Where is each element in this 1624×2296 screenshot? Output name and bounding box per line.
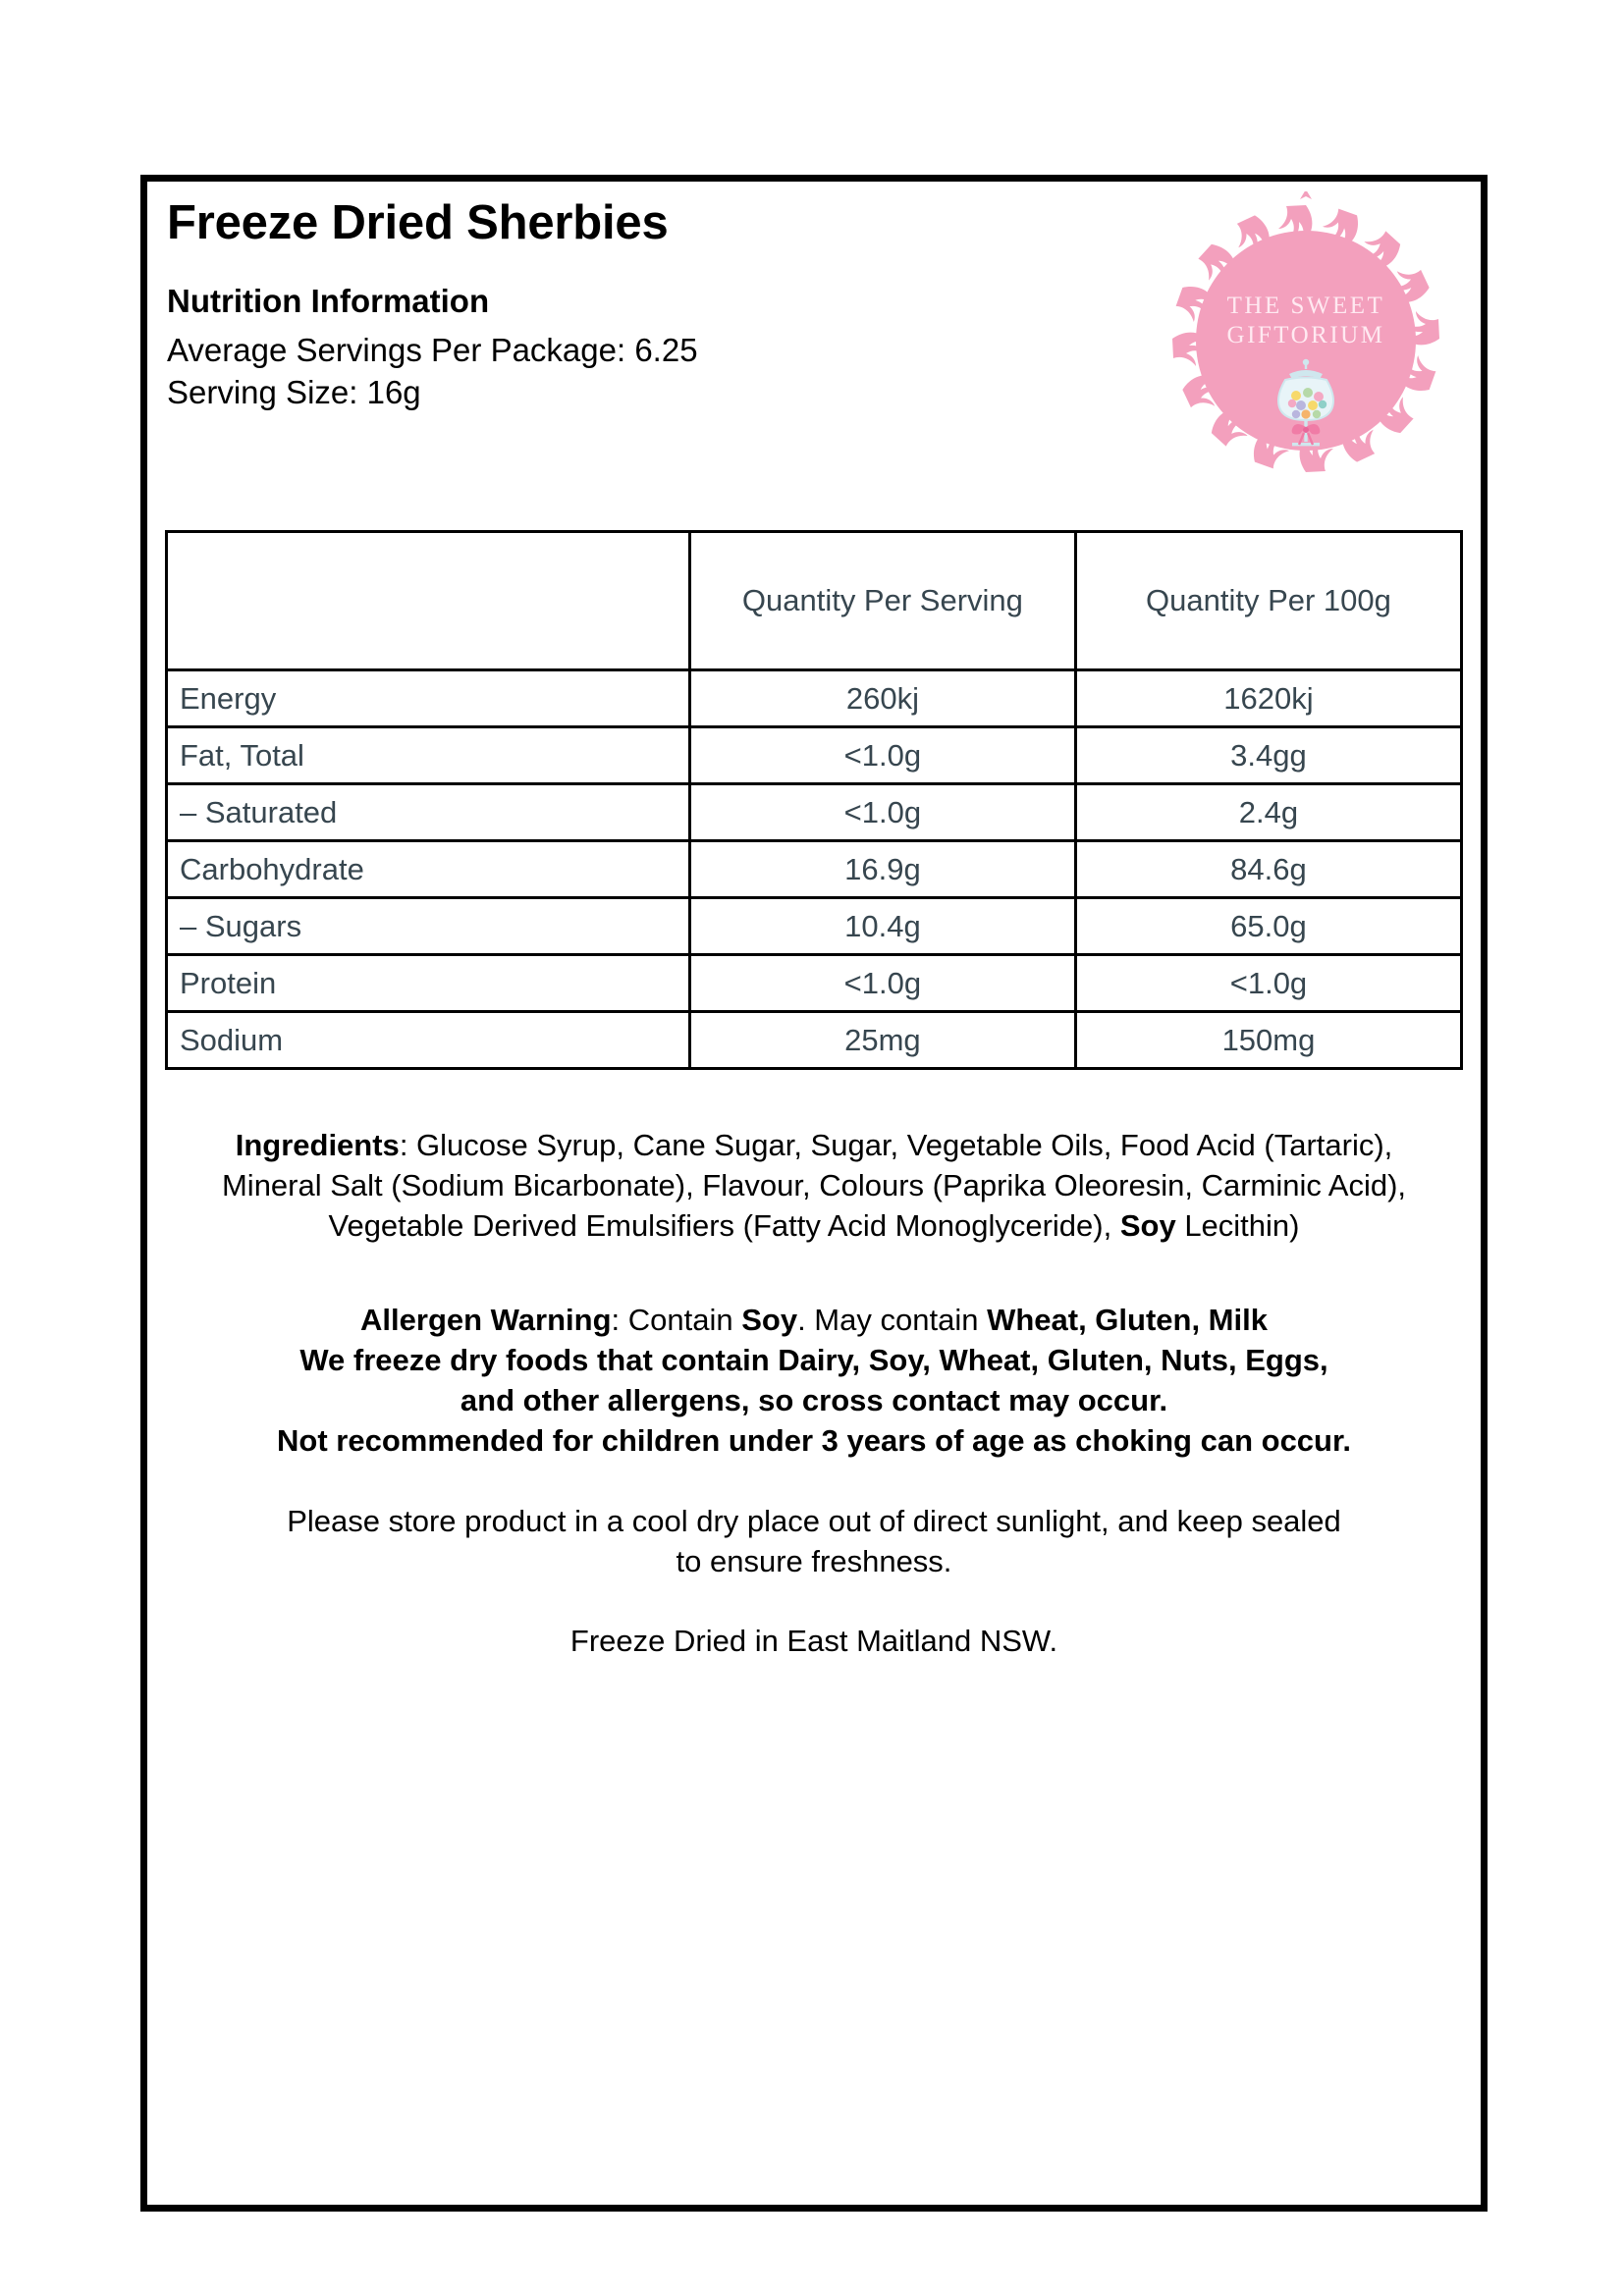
row-per-100g: 1620kj: [1075, 670, 1461, 727]
allergen-contains-soy: Soy: [741, 1302, 798, 1337]
logo-line-2: GIFTORIUM: [1226, 322, 1385, 348]
table-row: [167, 1012, 1462, 1069]
nutrition-label-card: [140, 175, 1488, 2212]
spacer: [190, 1247, 1437, 1300]
page-title: Freeze Dried Sherbies: [167, 196, 669, 249]
origin-statement: Freeze Dried in East Maitland NSW.: [569, 1623, 1058, 1658]
allergen-may-contain-list: Wheat, Gluten, Milk: [987, 1302, 1268, 1337]
row-label: Fat, Total: [167, 727, 690, 784]
table-row: [167, 841, 1462, 898]
table-header-blank: [167, 532, 690, 670]
row-per-serving: 260kj: [689, 670, 1075, 727]
cross-contact-line-2: and other allergens, so cross contact may occur.: [460, 1383, 1168, 1418]
row-label: Energy: [167, 670, 690, 727]
choking-warning: Not recommended for children under 3 years of age as choking can occur.: [277, 1423, 1351, 1459]
storage-line-2: to ensure freshness.: [676, 1543, 952, 1578]
row-per-serving: <1.0g: [689, 784, 1075, 841]
row-per-serving: 25mg: [689, 1012, 1075, 1069]
cross-contact-line-1: We freeze dry foods that contain Dairy, Soy, Wheat, Gluten, Nuts, Eggs,: [299, 1342, 1328, 1377]
row-label: Carbohydrate: [167, 841, 690, 898]
allergen-warning-paragraph: [190, 1300, 1437, 1340]
logo-line-1: THE SWEET: [1226, 293, 1385, 319]
allergen-may-contain-prefix: . May contain: [797, 1302, 988, 1337]
ingredients-body: : Glucose Syrup, Cane Sugar, Sugar, Vegetable Oils, Food Acid (Tartaric), Mineral Salt (Sodium Bicarbonate), Flavour, Colours (Paprika Oleoresin, Carminic Acid), Vegetable Derived Emulsifiers (Fatty Acid Monoglyceride),: [221, 1128, 1407, 1244]
label-header: [147, 182, 1481, 530]
row-per-100g: 150mg: [1075, 1012, 1461, 1069]
row-per-100g: 65.0g: [1075, 898, 1461, 955]
ingredients-paragraph: [190, 1125, 1437, 1247]
brand-logo: [1159, 191, 1453, 486]
ingredients-soy: Soy: [1119, 1208, 1176, 1244]
row-label: Protein: [167, 955, 690, 1012]
spacer: [190, 1462, 1437, 1501]
label-body: [147, 1070, 1481, 1661]
table-header-per-serving: Quantity Per Serving: [689, 532, 1075, 670]
table-row: [167, 727, 1462, 784]
row-per-100g: 2.4g: [1075, 784, 1461, 841]
table-row: [167, 955, 1462, 1012]
serving-size: Serving Size: 16g: [167, 374, 421, 411]
row-per-serving: 10.4g: [689, 898, 1075, 955]
nutrition-information-heading: Nutrition Information: [167, 283, 490, 319]
row-per-serving: <1.0g: [689, 727, 1075, 784]
table-header-per-100g: Quantity Per 100g: [1075, 532, 1461, 670]
table-row: [167, 898, 1462, 955]
table-row: [167, 670, 1462, 727]
row-per-100g: <1.0g: [1075, 955, 1461, 1012]
table-row: [167, 784, 1462, 841]
row-per-100g: 84.6g: [1075, 841, 1461, 898]
spacer: [190, 1581, 1437, 1621]
row-label: Sodium: [167, 1012, 690, 1069]
allergen-contains-prefix: : Contain: [611, 1302, 742, 1337]
servings-per-package: Average Servings Per Package: 6.25: [167, 331, 698, 368]
ingredients-tail: Lecithin): [1175, 1208, 1300, 1244]
row-per-serving: 16.9g: [689, 841, 1075, 898]
ingredients-heading: Ingredients: [235, 1128, 400, 1162]
allergen-heading: Allergen Warning: [360, 1302, 612, 1337]
row-label: – Sugars: [167, 898, 690, 955]
nutrition-table: [165, 530, 1463, 1070]
table-header-row: [167, 532, 1462, 670]
storage-line-1: Please store product in a cool dry place out of direct sunlight, and keep sealed: [287, 1503, 1341, 1538]
nutrition-table-zone: [147, 530, 1481, 1070]
row-label: – Saturated: [167, 784, 690, 841]
row-per-serving: <1.0g: [689, 955, 1075, 1012]
row-per-100g: 3.4gg: [1075, 727, 1461, 784]
logo-svg: [1159, 191, 1453, 486]
